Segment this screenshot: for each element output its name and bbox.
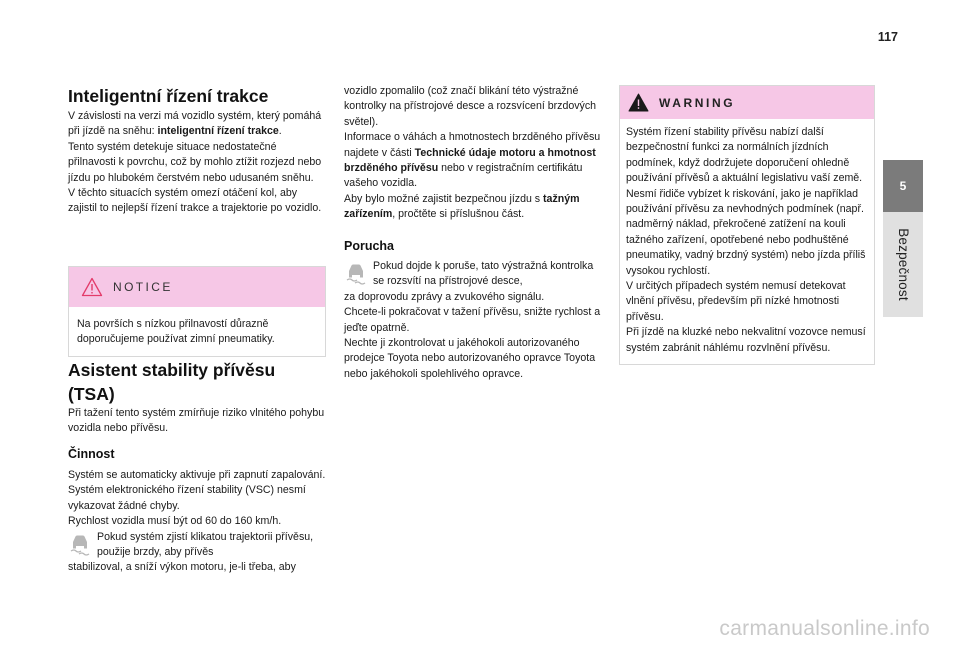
warning-triangle-outline-icon — [81, 277, 103, 297]
traction-text — [68, 109, 326, 217]
tsa-continued-paragraph-2: Informace o váhách a hmotnostech brzděného přívěsu najdete v části Technické údaje motoru a hmotnost brzděného přívěsu nebo v registračním certifikátu vašeho vozidla. — [344, 131, 601, 190]
tsa-continued-text — [344, 84, 606, 223]
cinnost-icon-row — [68, 530, 326, 561]
cinnost-paragraph-2: Systém elektronického řízení stability (VSC) nesmí vykazovat žádné chyby. — [68, 484, 306, 512]
cinnost-paragraph-3: Rychlost vozidla musí být od 60 do 160 km/h. — [68, 515, 282, 528]
page-number: 117 — [877, 30, 898, 44]
porucha-text — [344, 259, 606, 382]
chapter-number: 5 — [883, 160, 923, 212]
cinnost-paragraph-4-continued: stabilizoval, a sníží výkon motoru, je-li třeba, aby — [68, 561, 296, 574]
car-skid-warning-icon — [68, 531, 92, 557]
warning-body — [620, 119, 874, 364]
car-skid-warning-icon — [344, 260, 368, 286]
section-title-traction: Inteligentní řízení trakce — [68, 86, 269, 106]
tsa-continued-paragraph-3: Aby bylo možné zajistit bezpečnou jízdu s tažným zařízením, pročtěte si příslušnou část. — [344, 192, 580, 221]
cinnost-text — [68, 468, 326, 576]
warning-paragraph-3: Při jízdě na kluzké nebo nekvalitní vozovce nemusí systém zabránit náhlému rozvlnění přívěsu. — [626, 326, 866, 354]
cinnost-paragraph-4: Pokud systém zjistí klikatou trajektorii přívěsu, použije brzdy, aby přívěs — [97, 530, 314, 559]
cinnost-title: Činnost — [68, 447, 115, 461]
tsa-title-line-1: Asistent stability přívěsu — [68, 360, 276, 380]
notice-header — [69, 267, 325, 307]
chapter-label-box — [883, 212, 923, 317]
porucha-paragraph-1-continued: za doprovodu zprávy a zvukového signálu. — [344, 290, 545, 303]
porucha-paragraph-1: Pokud dojde k poruše, tato výstražná kontrolka se rozsvítí na přístrojové desce, — [373, 260, 594, 288]
tsa-heading — [68, 358, 326, 406]
notice-body: Na površích s nízkou přilnavostí důrazně doporučujeme používat zimní pneumatiky. — [77, 318, 275, 346]
porucha-paragraph-2: Chcete-li pokračovat v tažení přívěsu, snižte rychlost a jeďte opatrně. — [344, 306, 601, 334]
warning-paragraph-1: Systém řízení stability přívěsu nabízí další bezpečnostní funkci za normálních jízdních podmínek, když dodržujete doporučení ohledně používání přívěsů a aktuální legislativu vaší země. Nesmí řidiče vybízet k riskování, jako je například používání přívěsu za nevhodných podmínek (např. nadměrný náklad, překročené zatížení na kouli tažného zařízení, opotřebené nebo podhuštěné pneumatiky, vadný brzdný systém) nebo jízda příliš vysokou rychlostí. — [626, 126, 866, 277]
warning-header — [620, 86, 874, 119]
chapter-title: Bezpečnost — [895, 228, 911, 301]
notice-label: NOTICE — [113, 280, 173, 294]
tsa-intro: Při tažení tento systém zmírňuje riziko vlnitého pohybu vozidla nebo přívěsu. — [68, 407, 325, 435]
warning-paragraph-2: V určitých případech systém nemusí detekovat vlnění přívěsu, především při nízké hmotnosti přívěsu. — [626, 280, 846, 323]
porucha-icon-row — [344, 259, 606, 290]
watermark: carmanualsonline.info — [719, 617, 930, 640]
traction-paragraph-2: Tento systém detekuje situace nedostatečné přilnavosti k povrchu, což by mohlo ztížit rozjezd nebo jízdu po hlubokém čerstvém nebo udusaném sněhu. — [68, 140, 322, 184]
warning-box — [619, 85, 875, 365]
warning-triangle-filled-icon — [628, 93, 649, 112]
chapter-side-tab — [883, 160, 923, 317]
traction-paragraph-1: V závislosti na verzi má vozidlo systém, který pomáhá při jízdě na sněhu: inteligentní řízení trakce. — [68, 110, 322, 138]
traction-paragraph-3: V těchto situacích systém omezí otáčení kol, aby zajistil to nejlepší řízení trakce a trajektorie po vozidlo. — [68, 187, 322, 215]
warning-label: WARNING — [659, 95, 736, 110]
cinnost-paragraph-1: Systém se automaticky aktivuje při zapnutí zapalování. — [68, 469, 326, 481]
notice-box — [68, 266, 326, 357]
porucha-paragraph-3: Nechte ji zkontrolovat u jakéhokoli autorizovaného prodejce Toyota nebo autorizovaného opravce Toyota nebo jakéhokoli spolehlivého opravce. — [344, 337, 596, 380]
tsa-continued-paragraph-1: vozidlo zpomalilo (což značí blikání této výstražné kontrolky na přístrojové desce a rozsvícení brzdových světel). — [344, 85, 597, 128]
porucha-title: Porucha — [344, 239, 395, 253]
tsa-title-line-2: (TSA) — [68, 384, 115, 404]
